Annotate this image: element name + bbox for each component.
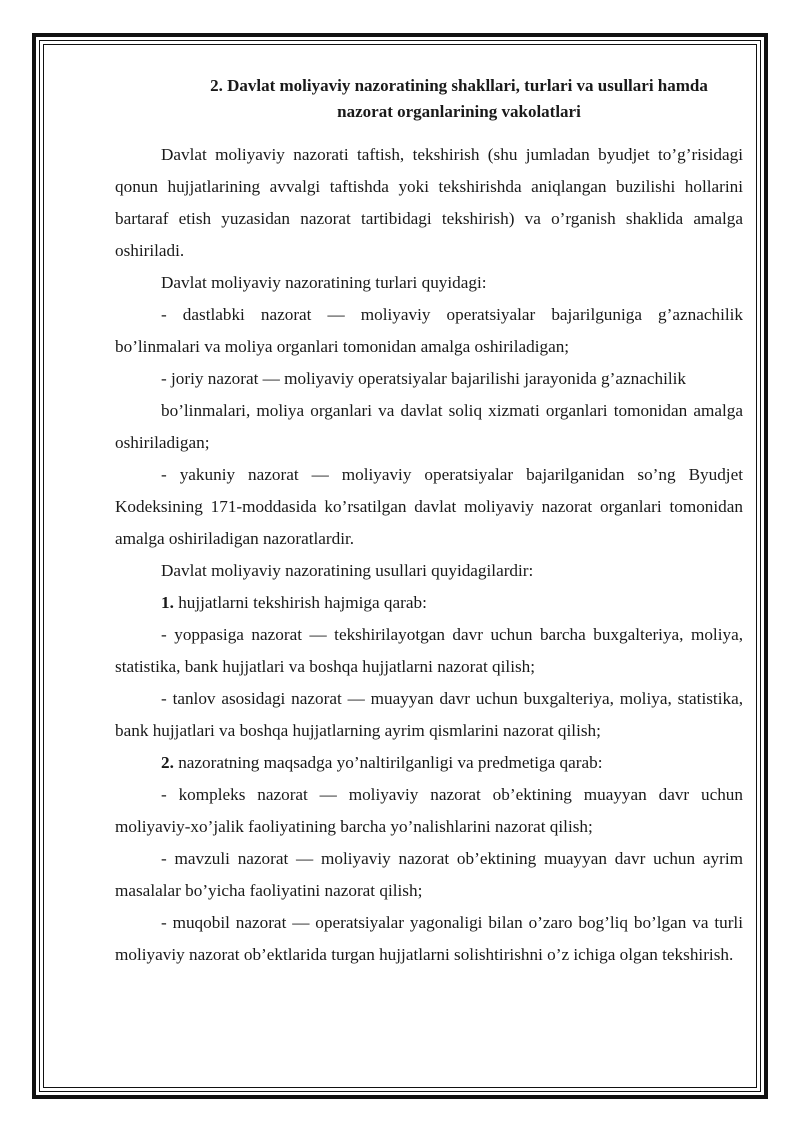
paragraph-final-control: - yakuniy nazorat — moliyaviy operatsiyalar bajarilganidan so’ng Byudjet Kodeksining 171-moddasida ko’rsatilgan davlat moliyaviy nazorat organlari tomonidan amalga oshiriladigan nazoratlardir. bbox=[115, 465, 743, 548]
section-title bbox=[115, 73, 743, 125]
paragraph-forms: Davlat moliyaviy nazorati taftish, tekshirish (shu jumladan byudjet to’g’risidagi qonun hujjatlarining avvalgi taftishda yoki tekshirishda aniqlangan buzilishi hollarini bartaraf etish yuzasidan nazorat tartibidagi tekshirish) va o’rganish shaklida amalga oshiriladi. bbox=[115, 145, 743, 260]
document-body bbox=[115, 73, 743, 971]
paragraph-preliminary-control: - dastlabki nazorat — moliyaviy operatsiyalar bajarilguniga g’aznachilik bo’linmalari va moliya organlari tomonidan amalga oshiriladigan; bbox=[115, 305, 743, 356]
list-item-2-heading bbox=[115, 747, 743, 779]
section-title-line-2: nazorat organlarining vakolatlari bbox=[337, 102, 581, 121]
section-title-line-1: 2. Davlat moliyaviy nazoratining shakllari, turlari va usullari hamda bbox=[210, 76, 708, 95]
paragraph-thematic-control: - mavzuli nazorat — moliyaviy nazorat ob’ektining muayyan davr uchun ayrim masalalar bo’yicha faoliyatini nazorat qilish; bbox=[115, 849, 743, 900]
list-item-1-text: hujjatlarni tekshirish hajmiga qarab: bbox=[173, 593, 427, 612]
paragraph-current-control-line: - joriy nazorat — moliyaviy operatsiyalar bajarilishi jarayonida g’aznachilik bbox=[161, 369, 686, 388]
paragraph-methods-intro: Davlat moliyaviy nazoratining usullari quyidagilardir: bbox=[161, 561, 534, 580]
paragraph-alternative-control: - muqobil nazorat — operatsiyalar yagonaligi bilan o’zaro bog’liq bo’lgan va turli moliyaviy nazorat ob’ektlarida turgan hujjatlarni solishtirishni o’z ichiga olgan tekshirish. bbox=[115, 913, 743, 964]
list-item-1-number: 1. bbox=[161, 593, 174, 612]
list-item-1-heading bbox=[115, 587, 743, 619]
paragraph-full-control: - yoppasiga nazorat — tekshirilayotgan davr uchun barcha buxgalteriya, moliya, statistika, bank hujjatlari va boshqa hujjatlarni nazorat qilish; bbox=[115, 625, 743, 676]
paragraph-current-control-cont: bo’linmalari, moliya organlari va davlat soliq xizmati organlari tomonidan amalga oshiriladigan; bbox=[115, 401, 743, 452]
list-item-2-text: nazoratning maqsadga yo’naltirilganligi va predmetiga qarab: bbox=[173, 753, 603, 772]
paragraph-complex-control: - kompleks nazorat — moliyaviy nazorat ob’ektining muayyan davr uchun moliyaviy-xo’jalik faoliyatining barcha yo’nalishlarini nazorat qilish; bbox=[115, 785, 743, 836]
list-item-2-number: 2. bbox=[161, 753, 174, 772]
paragraph-selective-control: - tanlov asosidagi nazorat — muayyan davr uchun buxgalteriya, moliya, statistika, bank hujjatlari va boshqa hujjatlarning ayrim qismlarini nazorat qilish; bbox=[115, 689, 743, 740]
paragraph-types-intro: Davlat moliyaviy nazoratining turlari quyidagi: bbox=[161, 273, 487, 292]
